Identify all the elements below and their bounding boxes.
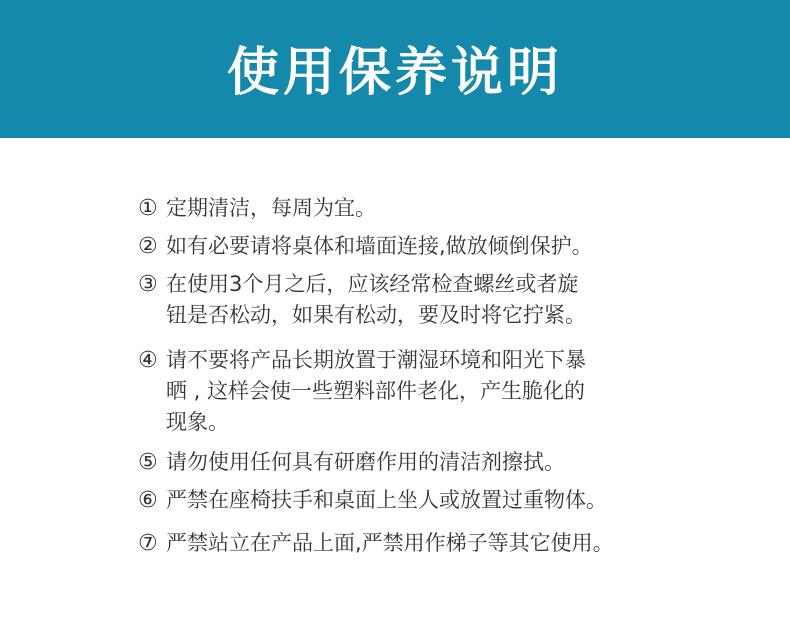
list-item bbox=[138, 345, 698, 438]
item-text: 定期清洁，每周为宜。 bbox=[166, 196, 376, 220]
list-item bbox=[138, 485, 698, 516]
item-text: 在使用3个月之后，应该经常检查螺丝或者旋 bbox=[166, 272, 579, 296]
item-text-continued: 现象。 bbox=[166, 410, 229, 434]
list-item bbox=[138, 269, 698, 331]
item-number: ⑦ bbox=[138, 531, 158, 556]
list-item bbox=[138, 528, 698, 559]
item-text: 严禁站立在产品上面,严禁用作梯子等其它使用。 bbox=[166, 531, 614, 555]
item-number: ⑥ bbox=[138, 488, 158, 513]
item-text: 请勿使用任何具有研磨作用的清洁剂擦拭。 bbox=[166, 450, 565, 474]
list-item bbox=[138, 231, 698, 262]
item-number: ① bbox=[138, 196, 158, 221]
item-number: ④ bbox=[138, 348, 158, 373]
item-text-continued: 晒 , 这样会使一些塑料部件老化，产生脆化的 bbox=[166, 379, 586, 403]
item-text: 严禁在座椅扶手和桌面上坐人或放置过重物体。 bbox=[166, 488, 607, 512]
item-number: ⑤ bbox=[138, 450, 158, 475]
item-number: ② bbox=[138, 234, 158, 259]
page-title: 使用保养说明 bbox=[226, 42, 563, 103]
list-item bbox=[138, 193, 698, 224]
item-number: ③ bbox=[138, 272, 158, 297]
item-text: 如有必要请将桌体和墙面连接,做放倾倒保护。 bbox=[166, 234, 593, 258]
item-text-continued: 钮是否松动，如果有松动，要及时将它拧紧。 bbox=[166, 303, 586, 327]
list-item bbox=[138, 447, 698, 478]
item-text: 请不要将产品长期放置于潮湿环境和阳光下暴 bbox=[166, 348, 586, 372]
